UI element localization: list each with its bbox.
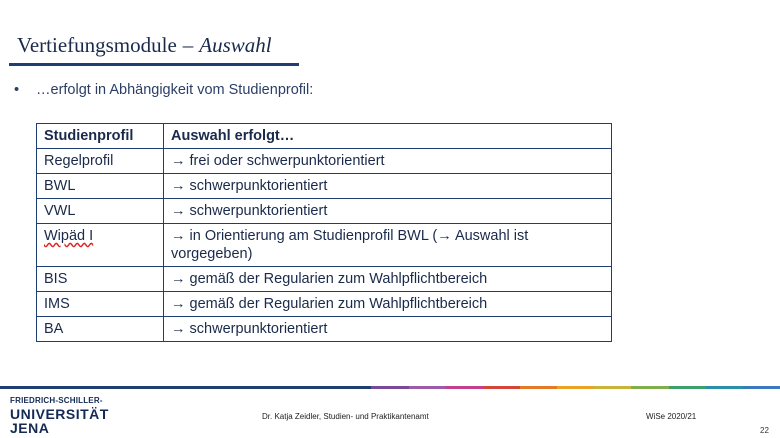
cell-choice: → gemäß der Regularien zum Wahlpflichtbereich	[164, 267, 612, 292]
title-underline-rule	[9, 63, 299, 66]
cell-choice: → in Orientierung am Studienprofil BWL (→ Auswahl ist vorgegeben)	[164, 224, 612, 267]
stripe-segment	[37, 386, 74, 389]
stripe-segment	[706, 386, 743, 389]
stripe-segment	[334, 386, 371, 389]
cell-profile: BA	[37, 317, 164, 342]
table-header-row	[37, 124, 612, 149]
table-row	[37, 317, 612, 342]
title-separator: –	[182, 33, 194, 57]
stripe-segment	[446, 386, 483, 389]
stripe-segment	[483, 386, 520, 389]
cell-profile-text: Wipäd I	[44, 228, 94, 244]
logo-line-1: FRIEDRICH-SCHILLER-	[10, 396, 103, 405]
university-logo	[10, 397, 109, 435]
stripe-segment	[297, 386, 334, 389]
title-main: Vertiefungsmodule	[17, 33, 177, 57]
slide-title	[17, 33, 272, 58]
cell-choice: → frei oder schwerpunktorientiert	[164, 149, 612, 174]
footer-color-stripe	[0, 386, 780, 389]
table-row	[37, 199, 612, 224]
stripe-segment	[0, 386, 37, 389]
cell-profile: Regelprofil	[37, 149, 164, 174]
table-row	[37, 224, 612, 267]
cell-profile: VWL	[37, 199, 164, 224]
stripe-segment	[260, 386, 297, 389]
footer-semester: WiSe 2020/21	[646, 412, 697, 421]
stripe-segment	[669, 386, 706, 389]
stripe-segment	[743, 386, 780, 389]
stripe-segment	[557, 386, 594, 389]
stripe-segment	[594, 386, 631, 389]
cell-choice: → gemäß der Regularien zum Wahlpflichtbereich	[164, 292, 612, 317]
stripe-segment	[223, 386, 260, 389]
stripe-segment	[520, 386, 557, 389]
header-studienprofil: Studienprofil	[37, 124, 164, 149]
stripe-segment	[409, 386, 446, 389]
page-number: 22	[760, 426, 769, 435]
cell-profile: BWL	[37, 174, 164, 199]
stripe-segment	[74, 386, 111, 389]
table-row	[37, 267, 612, 292]
stripe-segment	[371, 386, 408, 389]
stripe-segment	[149, 386, 186, 389]
bullet-dot: •	[14, 82, 20, 98]
bullet-text: …erfolgt in Abhängigkeit vom Studienprofil:	[36, 82, 314, 98]
table-row	[37, 149, 612, 174]
stripe-segment	[631, 386, 668, 389]
cell-profile	[37, 224, 164, 267]
cell-choice: → schwerpunktorientiert	[164, 199, 612, 224]
stripe-segment	[111, 386, 148, 389]
table-row	[37, 292, 612, 317]
stripe-segment	[186, 386, 223, 389]
bullet-point	[14, 82, 313, 98]
logo-line-2: UNIVERSITÄT	[10, 406, 109, 422]
title-subtitle: Auswahl	[199, 33, 272, 57]
cell-profile: IMS	[37, 292, 164, 317]
cell-profile: BIS	[37, 267, 164, 292]
cell-choice: → schwerpunktorientiert	[164, 317, 612, 342]
footer-author: Dr. Katja Zeidler, Studien- und Praktikantenamt	[262, 412, 429, 421]
table-row	[37, 174, 612, 199]
logo-line-3: JENA	[10, 420, 50, 436]
profile-table	[36, 123, 612, 342]
header-auswahl: Auswahl erfolgt…	[164, 124, 612, 149]
cell-choice: → schwerpunktorientiert	[164, 174, 612, 199]
